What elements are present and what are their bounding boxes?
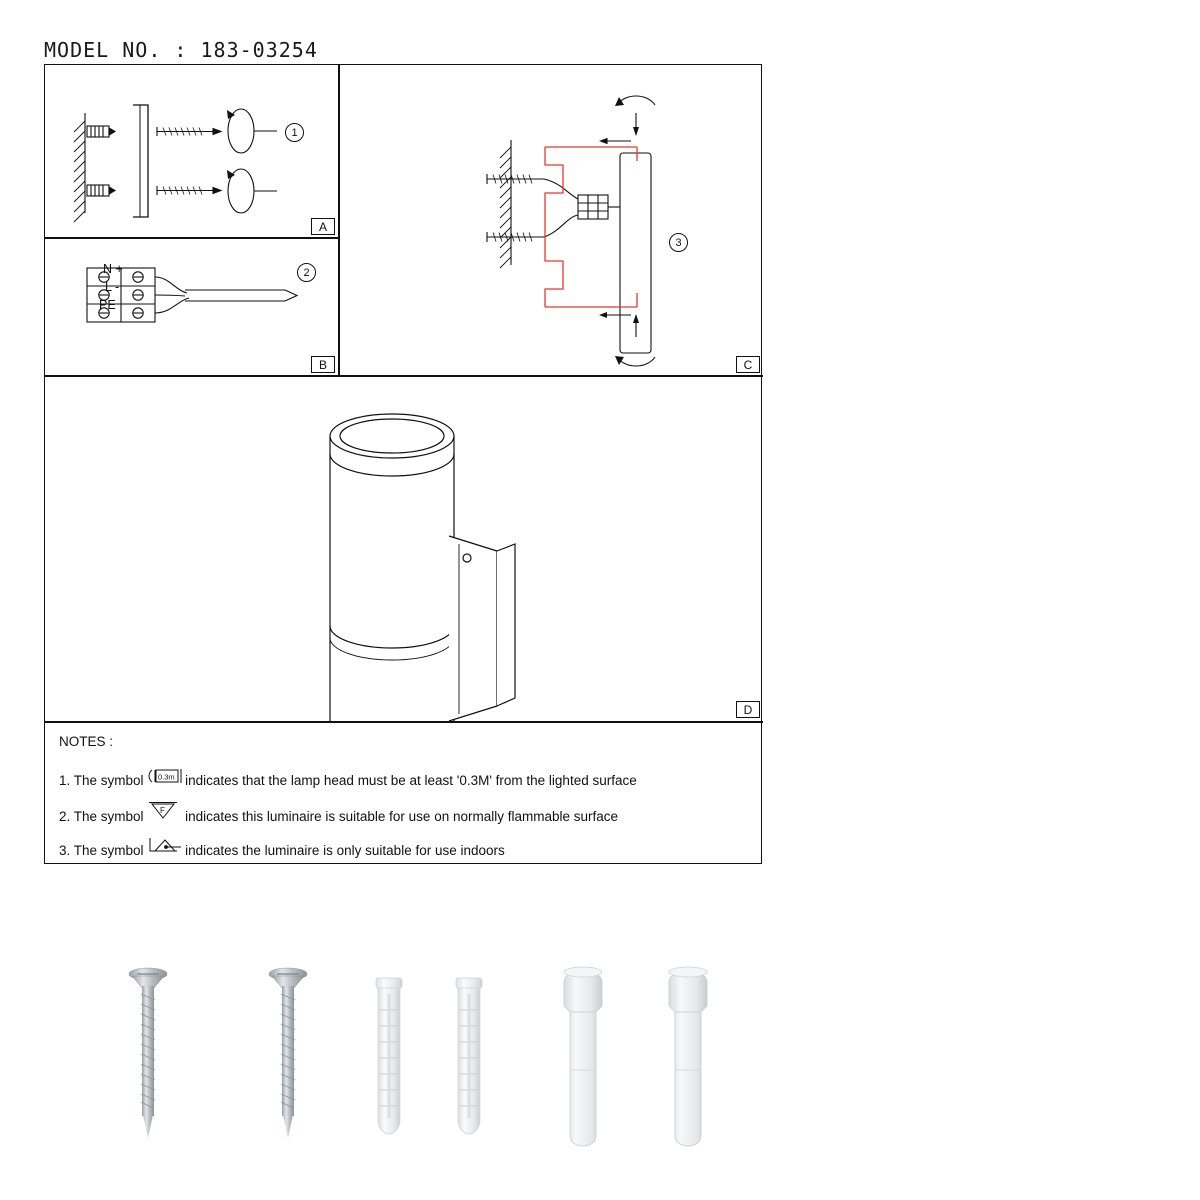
rotate-arrow-top	[227, 109, 277, 153]
silicone-cable-cap-1	[564, 967, 602, 1146]
note-3-text: indicates the luminaire is only suitable for use indoors	[185, 843, 505, 858]
note-item-2	[59, 801, 618, 824]
note-2-prefix: 2. The symbol	[59, 809, 144, 824]
wall-plug-in-wall-top	[87, 126, 115, 137]
wood-screw-long-1	[129, 968, 167, 1138]
flammable-surface-F-icon	[147, 801, 181, 821]
panel-a-diagram	[45, 65, 338, 237]
wall-plug-anchor-2	[456, 978, 482, 1134]
screw-upper	[487, 174, 544, 184]
panel-tag-d: D	[736, 701, 760, 718]
step-number-2: 2	[297, 263, 316, 282]
notes-section	[45, 722, 763, 864]
hardware-drawing	[110, 950, 790, 1170]
terminal-label-pe: PE	[99, 298, 116, 312]
notes-title: NOTES :	[59, 734, 114, 749]
step-number-1: 1	[285, 123, 304, 142]
svg-text:0.3m: 0.3m	[158, 772, 175, 782]
step-number-3: 3	[669, 233, 688, 252]
rotate-arrow-bottom	[227, 169, 277, 213]
svg-text:F: F	[160, 806, 166, 815]
note-1-text: indicates that the lamp head must be at least '0.3M' from the lighted surface	[185, 773, 637, 788]
note-item-3	[59, 835, 505, 858]
screw-lower	[487, 232, 544, 242]
terminal-label-n: N +	[103, 262, 123, 276]
wall-plug-in-wall-bottom	[87, 185, 115, 196]
instruction-sheet	[44, 64, 762, 864]
silicone-cable-cap-2	[669, 967, 707, 1146]
panel-b-drawing	[45, 238, 338, 375]
note-item-1	[59, 767, 637, 788]
hardware-kit	[110, 950, 790, 1170]
note-3-prefix: 3. The symbol	[59, 843, 144, 858]
panel-tag-c: C	[736, 356, 760, 373]
panel-tag-a: A	[311, 218, 335, 235]
wall-plug-anchor-1	[376, 978, 402, 1134]
panel-a-drawing	[45, 65, 338, 237]
min-distance-0.3m-icon	[147, 767, 181, 785]
terminal-label-l: L -	[105, 280, 120, 294]
panel-c-drawing	[339, 65, 763, 375]
panel-d-diagram	[45, 376, 763, 721]
indoor-use-only-icon	[147, 835, 181, 855]
note-2-text: indicates this luminaire is suitable for use on normally flammable surface	[185, 809, 619, 824]
note-1-prefix: 1. The symbol	[59, 773, 144, 788]
panel-d-drawing	[45, 376, 763, 721]
panel-c-diagram	[339, 65, 763, 375]
rotate-arrow-c-top	[615, 96, 655, 136]
wood-screw-long-2	[269, 968, 307, 1138]
screw-bottom	[157, 186, 221, 195]
page-title: MODEL NO. : 183-03254	[44, 38, 318, 62]
panel-b-diagram	[45, 238, 338, 375]
screw-top	[157, 127, 221, 136]
panel-tag-b: B	[311, 356, 335, 373]
